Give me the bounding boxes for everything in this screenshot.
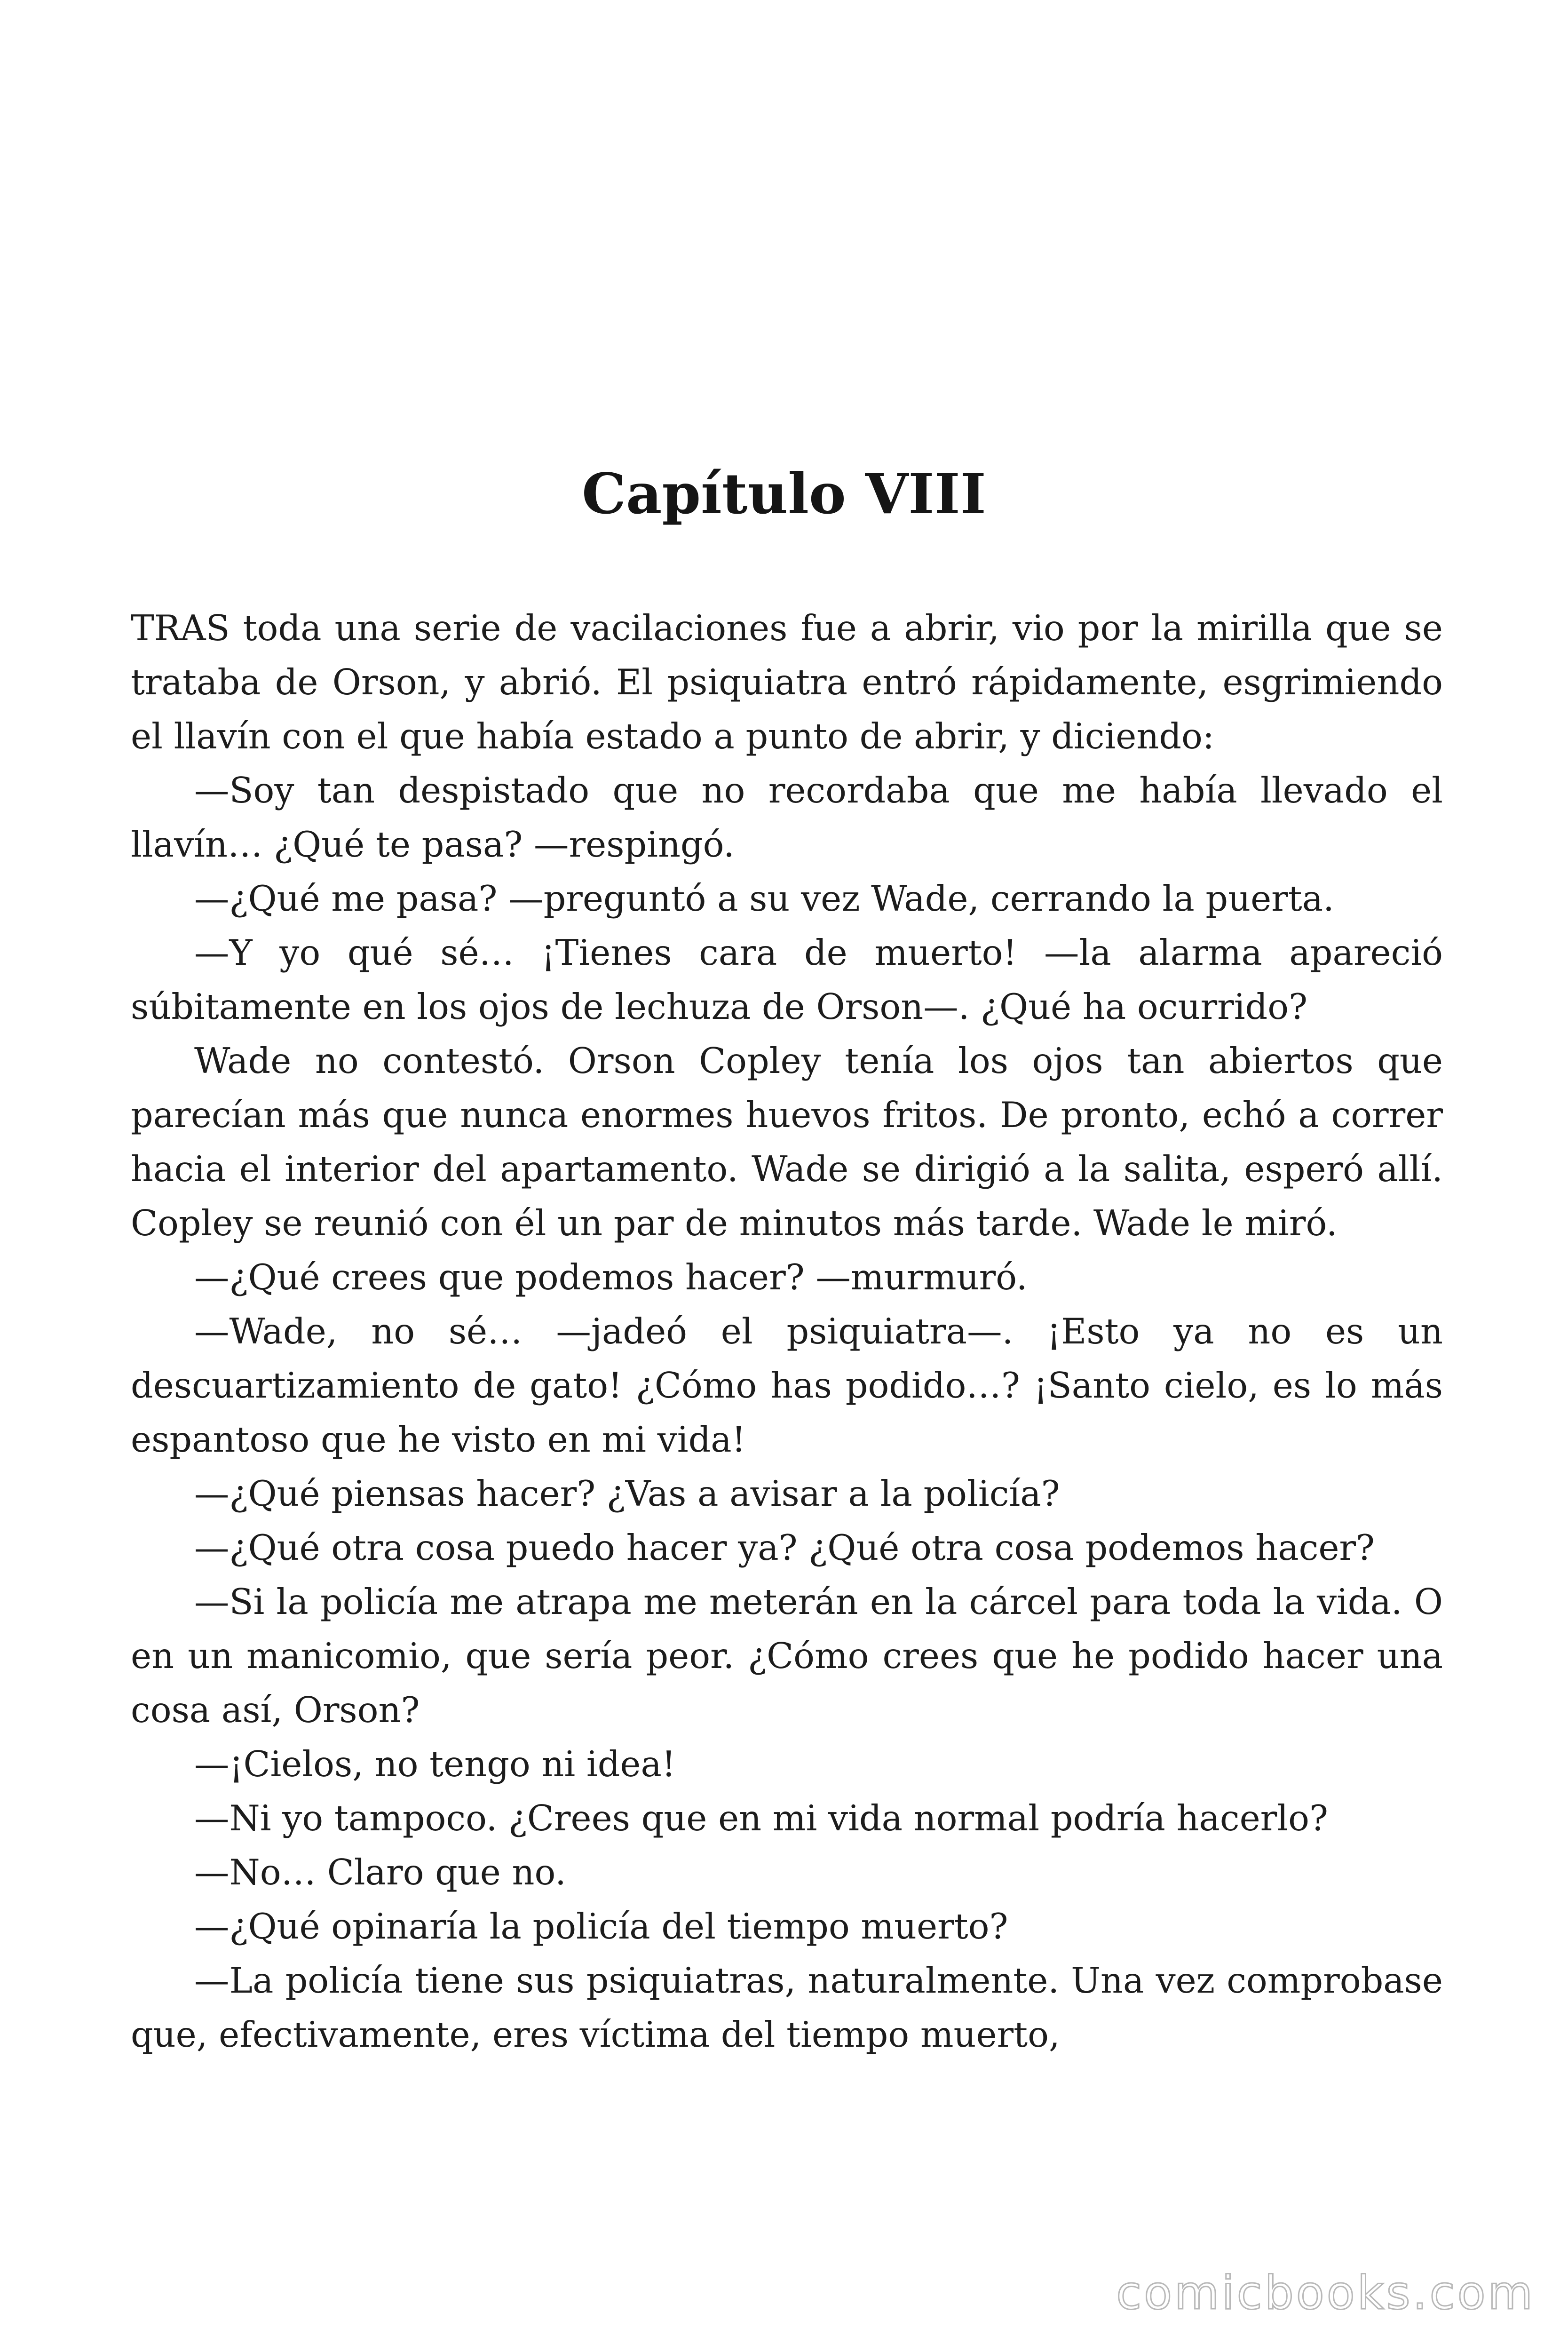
paragraph: —Si la policía me atrapa me meterán en la cárcel para toda la vida. O en un manicomio, que sería peor. ¿Cómo crees que he podido hacer una cosa así, Orson? bbox=[131, 1581, 1443, 1731]
watermark: comicbooks.com bbox=[1116, 2266, 1535, 2320]
paragraph: —Wade, no sé… —jadeó el psiquiatra—. ¡Esto ya no es un descuartizamiento de gato! ¿Cómo has podido…? ¡Santo cielo, es lo más espantoso que he visto en mi vida! bbox=[131, 1311, 1443, 1460]
chapter-title: Capítulo VIII bbox=[582, 461, 986, 526]
paragraph: —Y yo qué sé… ¡Tienes cara de muerto! —la alarma apareció súbitamente en los ojos de lechuza de Orson—. ¿Qué ha ocurrido? bbox=[131, 932, 1443, 1027]
paragraph: —La policía tiene sus psiquiatras, naturalmente. Una vez comprobase que, efectivamente, eres víctima del tiempo muerto, bbox=[131, 1960, 1443, 2055]
paragraph: TRAS toda una serie de vacilaciones fue a abrir, vio por la mirilla que se trataba de Orson, y abrió. El psiquiatra entró rápidamente, esgrimiendo el llavín con el que había estado a punto de abrir, y diciendo: bbox=[131, 608, 1443, 757]
paragraph: —¿Qué otra cosa puedo hacer ya? ¿Qué otra cosa podemos hacer? bbox=[194, 1527, 1375, 1568]
paragraph: —¿Qué me pasa? —preguntó a su vez Wade, cerrando la puerta. bbox=[194, 878, 1334, 919]
chapter-body bbox=[131, 601, 1443, 2062]
paragraph: —¿Qué crees que podemos hacer? —murmuró. bbox=[194, 1257, 1028, 1298]
paragraph: —No… Claro que no. bbox=[194, 1852, 566, 1893]
paragraph: —Soy tan despistado que no recordaba que me había llevado el llavín… ¿Qué te pasa? —respingó. bbox=[131, 770, 1443, 865]
paragraph: Wade no contestó. Orson Copley tenía los ojos tan abiertos que parecían más que nunca enormes huevos fritos. De pronto, echó a correr hacia el interior del apartamento. Wade se dirigió a la salita, esperó allí. Copley se reunió con él un par de minutos más tarde. Wade le miró. bbox=[131, 1041, 1443, 1244]
paragraph: —Ni yo tampoco. ¿Crees que en mi vida normal podría hacerlo? bbox=[194, 1798, 1328, 1839]
paragraph: —¿Qué opinaría la policía del tiempo muerto? bbox=[194, 1906, 1008, 1947]
paragraph: —¿Qué piensas hacer? ¿Vas a avisar a la policía? bbox=[194, 1473, 1060, 1514]
paragraph: —¡Cielos, no tengo ni idea! bbox=[194, 1744, 676, 1785]
